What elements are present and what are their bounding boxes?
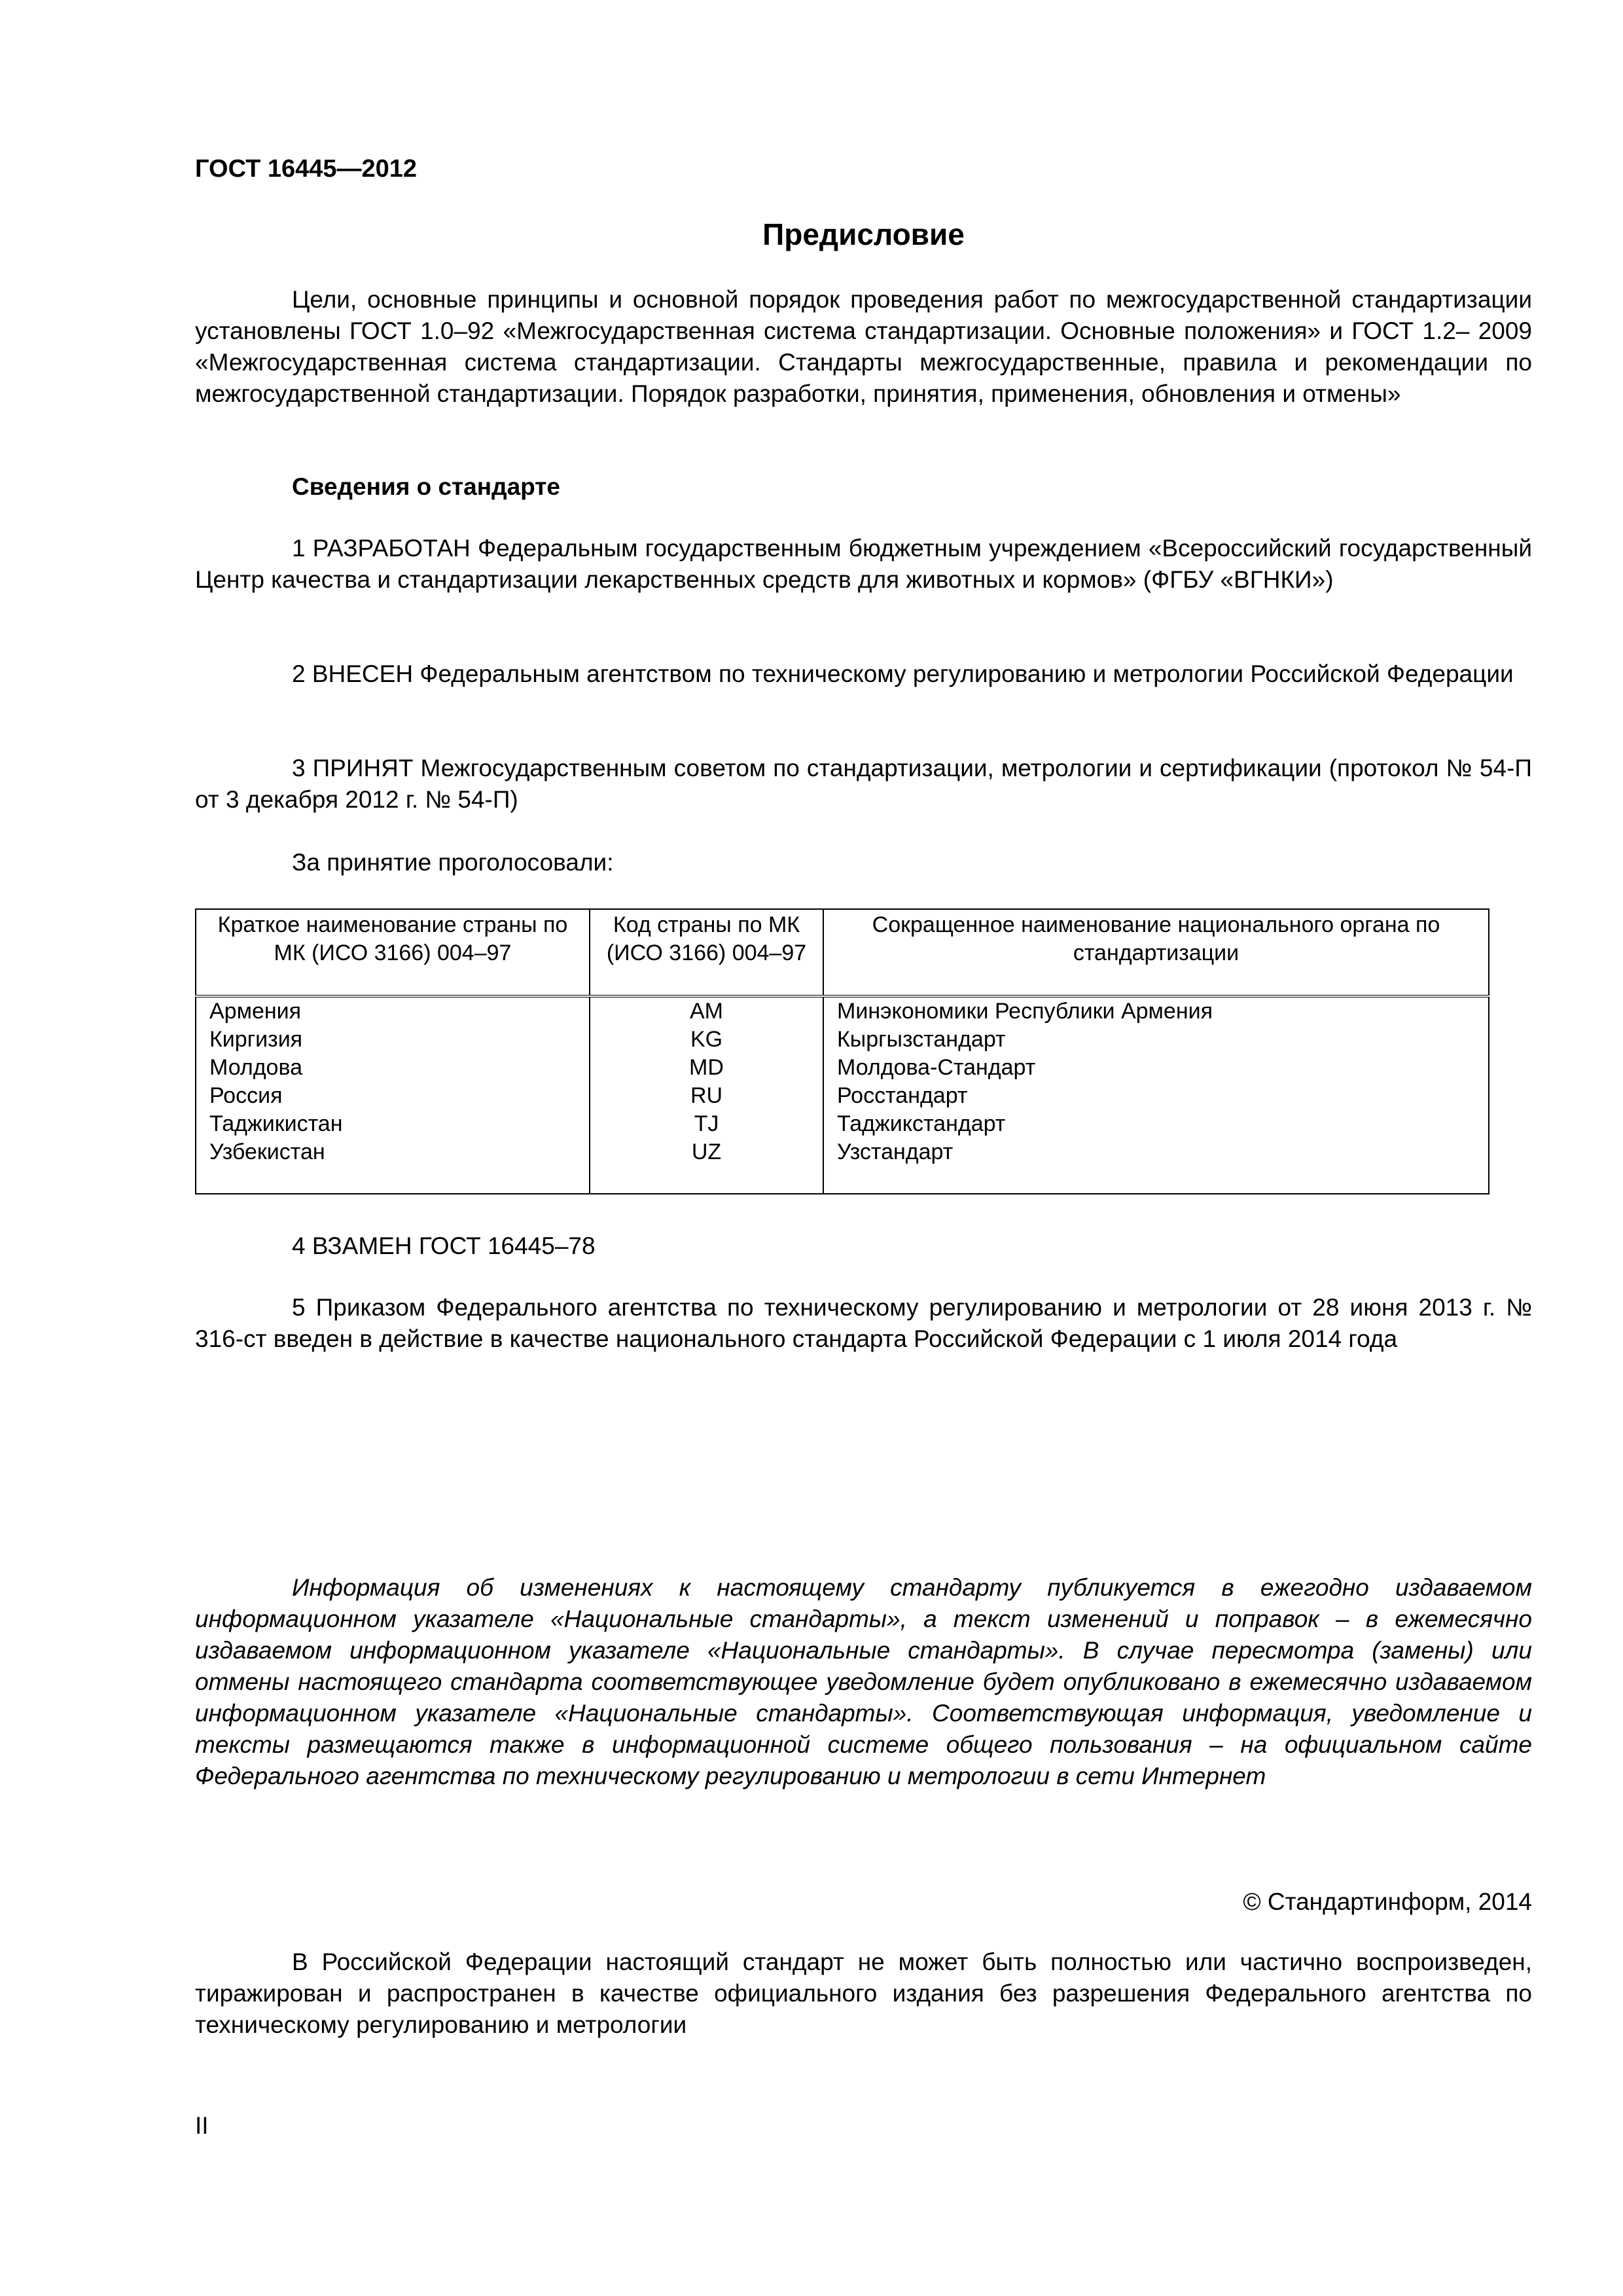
copyright: © Стандартинформ, 2014 [1243, 1888, 1532, 1915]
standards-body: Молдова-Стандарт [823, 1054, 1489, 1082]
table-row [196, 1138, 1489, 1194]
voted-intro: За принятие проголосовали: [292, 849, 614, 876]
country-code: RU [590, 1082, 823, 1110]
intro-paragraph: Цели, основные принципы и основной порядок проведения работ по межгосударственной стандартизации установлены ГОСТ 1.0–92 «Межгосударственная система стандартизации. Основные положения» и ГОСТ 1.2– 2009 «Межгосударственная система стандартизации. Стандарты межгосударственные, правила и рекомендации по межгосударственной стандартизации. Порядок разработки, принятия, применения, обновления и отмены» [195, 286, 1532, 407]
item-replaces: 4 ВЗАМЕН ГОСТ 16445–78 [292, 1232, 596, 1259]
country-name: Россия [196, 1082, 590, 1110]
country-name: Таджикистан [196, 1110, 590, 1138]
table-row [196, 996, 1489, 1026]
standards-body: Минэкономики Республики Армения [823, 996, 1489, 1026]
voting-table [195, 908, 1489, 1194]
document-code: ГОСТ 16445—2012 [195, 155, 418, 183]
table-header-row [196, 909, 1489, 996]
item-adopted: 3 ПРИНЯТ Межгосударственным советом по стандартизации, метрологии и сертификации (протокол № 54-П от 3 декабря 2012 г. № 54-П) [195, 755, 1532, 813]
item-enacted: 5 Приказом Федерального агентства по техническому регулированию и метрологии от 28 июня 2013 г. № 316-ст введен в действие в качестве национального стандарта Российской Федерации с 1 июля 2014 года [195, 1294, 1532, 1352]
country-name: Армения [196, 996, 590, 1026]
table-row [196, 1026, 1489, 1054]
country-code: MD [590, 1054, 823, 1082]
table-row [196, 1082, 1489, 1110]
standards-body: Росстандарт [823, 1082, 1489, 1110]
table-row [196, 1110, 1489, 1138]
country-code: KG [590, 1026, 823, 1054]
country-code: TJ [590, 1110, 823, 1138]
standards-body: Таджикстандарт [823, 1110, 1489, 1138]
table-row [196, 1054, 1489, 1082]
country-name: Киргизия [196, 1026, 590, 1054]
page-title: Предисловие [762, 217, 965, 251]
changes-notice: Информация об изменениях к настоящему стандарту публикуется в ежегодно издаваемом информационном указателе «Национальные стандарты», а текст изменений и поправок – в ежемесячно издаваемом информационном указателе «Национальные стандарты». В случае пересмотра (замены) или отмены настоящего стандарта соответствующее уведомление будет опубликовано в ежемесячно издаваемом информационном указателе «Национальные стандарты». Соответствующая информация, уведомление и тексты размещаются также в информационной системе общего пользования – на официальном сайте Федерального агентства по техническому регулированию и метрологии в сети Интернет [195, 1574, 1532, 1789]
header-country-code: Код страны по МК (ИСО 3166) 004–97 [590, 909, 823, 996]
standards-body: Узстандарт [823, 1138, 1489, 1194]
reproduction-notice: В Российской Федерации настоящий стандарт не может быть полностью или частично воспроизведен, тиражирован и распространен в качестве официального издания без разрешения Федерального агентства по техническому регулированию и метрологии [195, 1948, 1532, 2038]
header-standards-body: Сокращенное наименование национального органа по стандартизации [823, 909, 1489, 996]
country-name: Узбекистан [196, 1138, 590, 1194]
country-code: AM [590, 996, 823, 1026]
country-code: UZ [590, 1138, 823, 1194]
country-name: Молдова [196, 1054, 590, 1082]
section-heading-info: Сведения о стандарте [292, 473, 560, 500]
item-developed: 1 РАЗРАБОТАН Федеральным государственным бюджетным учреждением «Всероссийский государственный Центр качества и стандартизации лекарственных средств для животных и кормов» (ФГБУ «ВГНКИ») [195, 535, 1532, 593]
page-number: II [195, 2112, 209, 2139]
standards-body: Кыргызстандарт [823, 1026, 1489, 1054]
item-introduced: 2 ВНЕСЕН Федеральным агентством по техническому регулированию и метрологии Российской Федерации [292, 660, 1514, 687]
document-page [195, 0, 1532, 2296]
header-country-name: Краткое наименование страны по МК (ИСО 3166) 004–97 [196, 909, 590, 996]
